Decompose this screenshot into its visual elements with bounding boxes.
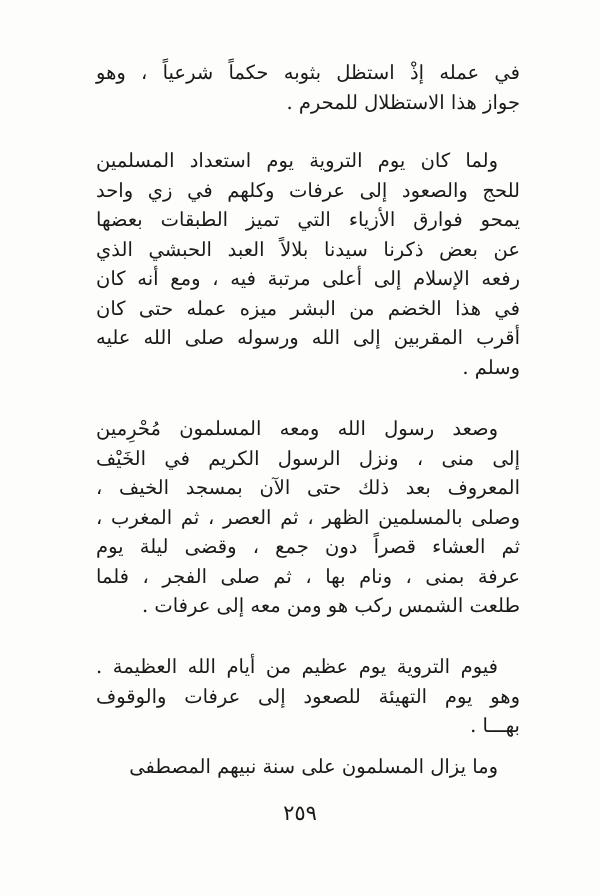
paragraph-3 bbox=[96, 414, 520, 621]
text-line: في هذا الخضم من البشر ميزه عمله حتى كان bbox=[96, 296, 520, 320]
text-line: وصعد رسول الله ومعه المسلمون مُحْرِمين bbox=[96, 417, 498, 440]
text-line: إلى منى ، ونزل الرسول الكريم في الخَيْف bbox=[96, 446, 520, 470]
text-line: جواز هذا الاستظلال للمحرم . bbox=[286, 90, 520, 114]
text-line: بهـــا . bbox=[470, 714, 520, 737]
text-line: وهو يوم التهيئة للصعود إلى عرفات والوقوف bbox=[96, 684, 520, 708]
text-line: فيوم التروية يوم عظيم من أيام الله العظيمة . bbox=[96, 655, 498, 678]
text-line: للحج والصعود إلى عرفات وكلهم في زي واحد bbox=[96, 178, 520, 202]
text-line: ولما كان يوم التروية يوم استعداد المسلمين bbox=[96, 149, 498, 172]
paragraph-1 bbox=[96, 58, 520, 117]
text-line: رفعه الإسلام إلى أعلى مرتبة فيه ، ومع أنه كان bbox=[96, 267, 520, 290]
text-line: وما يزال المسلمون على سنة نبيهم المصطفى bbox=[129, 755, 498, 778]
text-line: عرفة بمنى ، ونام بها ، ثم صلى الفجر ، فلما bbox=[96, 564, 520, 588]
page-number: ٢٥٩ bbox=[283, 801, 317, 825]
text-line: يمحو فوارق الأزياء التي تميز الطبقات بعضها bbox=[96, 208, 520, 231]
text-line: المعروف بعد ذلك حتى الآن بمسجد الخيف ، bbox=[96, 476, 520, 499]
text-line: أقرب المقربين إلى الله ورسوله صلى الله عليه bbox=[96, 326, 520, 349]
text-line: في عمله إذْ استظل بثوبه حكماً شرعياً ، وهو bbox=[96, 61, 520, 84]
text-line: ثم العشاء قصراً دون جمع ، وقضى ليلة يوم bbox=[96, 535, 520, 558]
paragraph-2 bbox=[96, 146, 520, 382]
paragraph-4 bbox=[96, 652, 520, 741]
paragraph-5 bbox=[96, 752, 520, 782]
text-line: وصلى بالمسلمين الظهر ، ثم العصر ، ثم المغرب ، bbox=[96, 505, 520, 529]
text-line: طلعت الشمس ركب هو ومن معه إلى عرفات . bbox=[141, 594, 520, 617]
text-line: عن بعض ذكرنا سيدنا بلالاً العبد الحبشي الذي bbox=[96, 237, 520, 261]
text-line: وسلم . bbox=[462, 355, 520, 379]
